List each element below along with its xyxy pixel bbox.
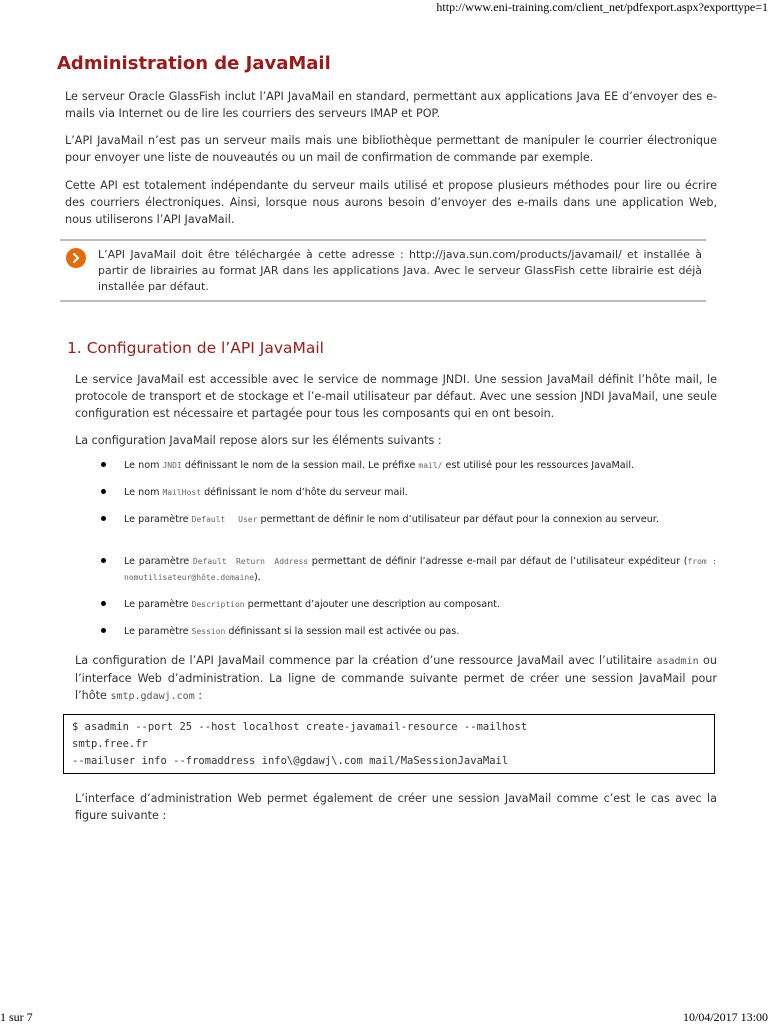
section-paragraph-1: Le service JavaMail est accessible avec le service de nommage JNDI. Une session JavaMail définit l’hôte mail, le protocole de transport et de stockage et l’e-mail utilisateur par défaut. Avec une session JNDI JavaMail, une seule configuration est nécessaire et partagée pour tous les composants qui en ont besoin.	[75, 373, 717, 420]
list-item: Le nom MailHost définissant le nom d’hôte du serveur mail.	[95, 485, 717, 501]
code-line: smtp.free.fr	[72, 738, 148, 750]
code-line: $ asadmin --port 25 --host localhost create-javamail-resource --mailhost	[72, 721, 528, 733]
note-divider-bottom	[60, 300, 706, 302]
page-counter: 1 sur 7	[0, 1010, 33, 1024]
section-paragraph-3: La configuration de l’API JavaMail commence par la création d’une ressource JavaMail avec l’utilitaire asadmin ou l’interface Web d’administration. La ligne de commande suivante permet de créer une session JavaMail pour l’hôte smtp.gdawj.com :	[75, 654, 717, 702]
page-url: http://www.eni-training.com/client_net/pdfexport.aspx?exporttype=1	[436, 0, 768, 14]
intro-paragraph-3: Cette API est totalement indépendante du serveur mails utilisé et propose plusieurs méthodes pour lire ou écrire des courriers électroniques. Ainsi, lorsque nous aurons besoin d’envoyer des e-mails dans une application Web, nous utiliserons l’API JavaMail.	[65, 179, 717, 226]
bullet-icon	[101, 601, 106, 606]
code-line: --mailuser info --fromaddress info\@gdawj\.com mail/MaSessionJavaMail	[72, 755, 509, 767]
list-item: Le paramètre Session définissant si la session mail est activée ou pas.	[95, 624, 717, 640]
intro-paragraph-2: L’API JavaMail n’est pas un serveur mails mais une bibliothèque permettant de manipuler le courrier électronique pour envoyer une liste de nouveautés ou un mail de confirmation de commande par exemple.	[65, 134, 717, 164]
bullet-icon	[101, 489, 106, 494]
bullet-icon	[101, 462, 106, 467]
list-item: Le nom JNDI définissant le nom de la session mail. Le préfixe mail/ est utilisé pour les ressources JavaMail.	[95, 458, 717, 474]
list-item: Le paramètre Description permettant d’ajouter une description au composant.	[95, 597, 717, 613]
page-title: Administration de JavaMail	[57, 53, 331, 74]
section-paragraph-4: L’interface d’administration Web permet également de créer une session JavaMail comme c’est le cas avec la figure suivante :	[75, 792, 717, 822]
note-text: L’API JavaMail doit être téléchargée à cette adresse : http://java.sun.com/products/javamail/ et installée à partir de librairies au format JAR dans les applications Java. Avec le serveur GlassFish cette librairie est déjà installée par défaut.	[98, 248, 702, 293]
section-paragraph-2: La configuration JavaMail repose alors sur les éléments suivants :	[75, 434, 442, 447]
list-item: Le paramètre Default User permettant de définir le nom d’utilisateur par défaut pour la connexion au serveur.	[95, 512, 717, 528]
bullet-icon	[101, 628, 106, 633]
note-divider-top	[60, 239, 706, 241]
intro-paragraph-1: Le serveur Oracle GlassFish inclut l’API JavaMail en standard, permettant aux applications Java EE d’envoyer des e-mails via Internet ou de lire les courriers des serveurs IMAP et POP.	[65, 90, 717, 120]
code-block	[63, 714, 715, 774]
list-item: Le paramètre Default Return Address permettant de définir l’adresse e-mail par défaut de l’utilisateur expéditeur (from : nomutilisateur@hôte.domaine).	[95, 554, 717, 586]
section-heading: 1. Configuration de l’API JavaMail	[67, 339, 324, 357]
bullet-icon	[101, 558, 106, 563]
print-datetime: 10/04/2017 13:00	[682, 1010, 768, 1024]
bullet-icon	[101, 516, 106, 521]
arrow-right-icon	[66, 248, 86, 268]
